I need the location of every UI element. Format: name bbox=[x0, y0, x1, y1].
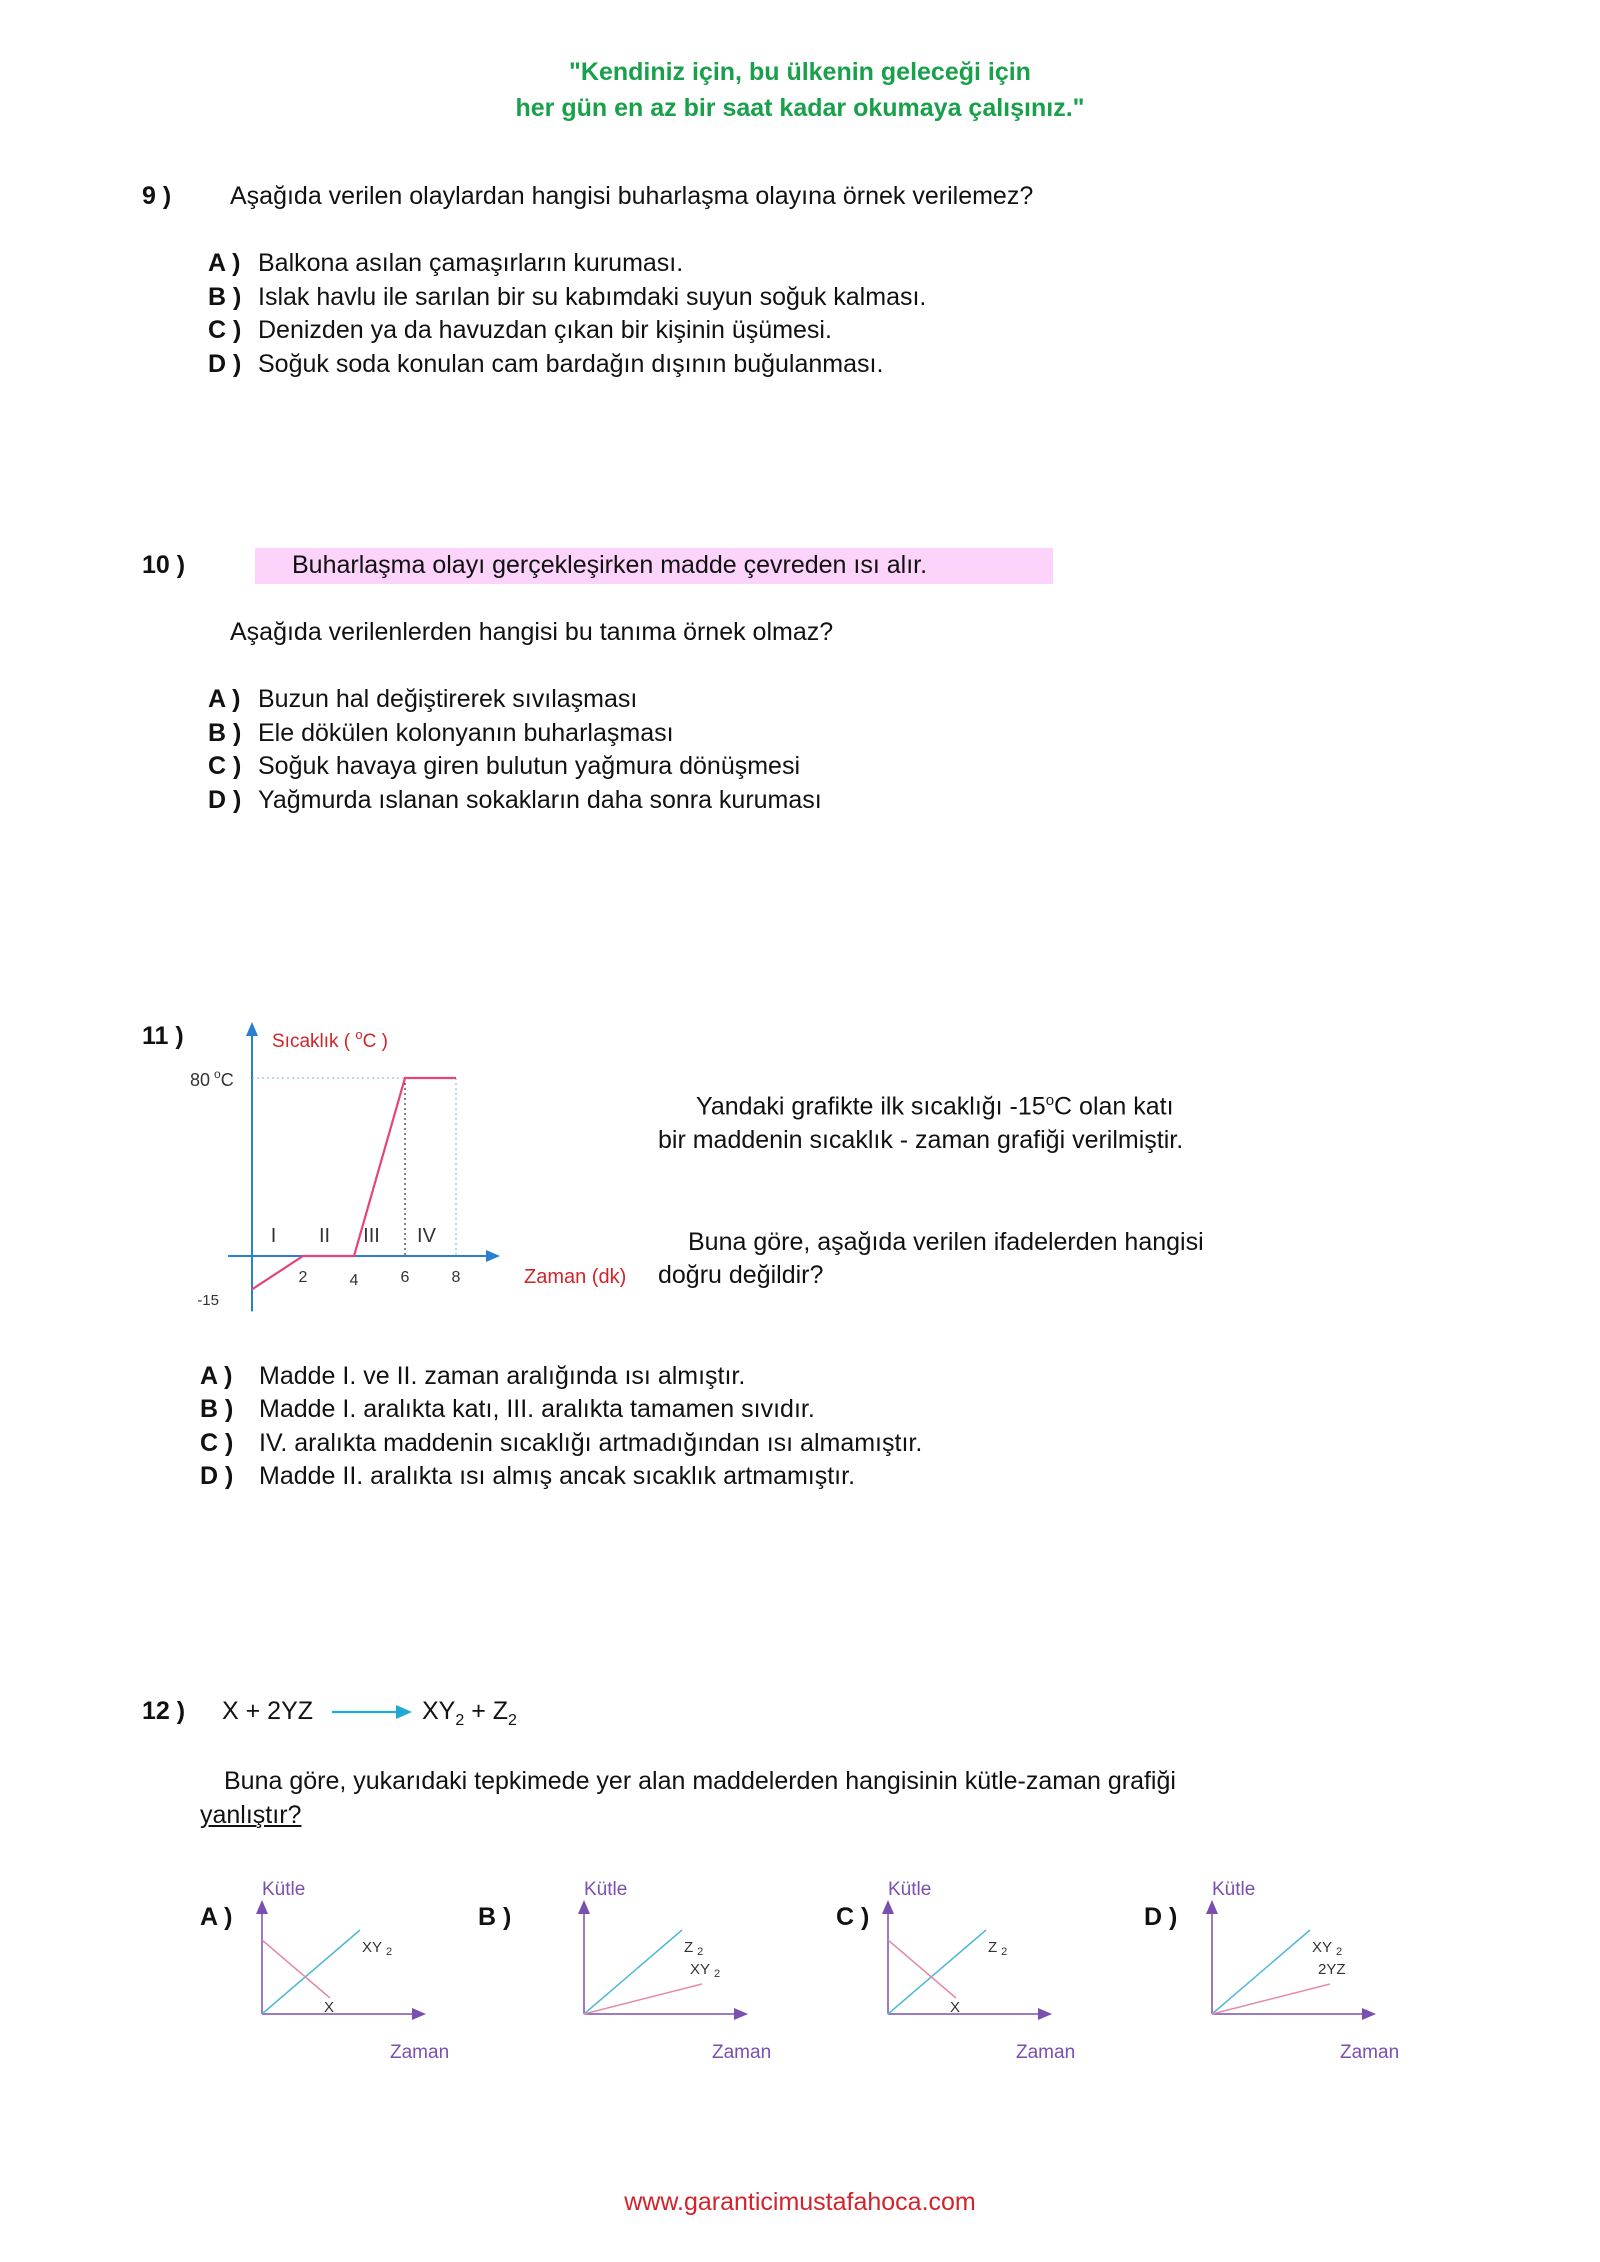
q12-option-a-letter[interactable]: A ) bbox=[200, 1903, 233, 1931]
q10-option-d[interactable]: D ) Yağmurda ıslanan sokakların daha sonra kuruması bbox=[208, 786, 822, 814]
chart-region-IV: IV bbox=[417, 1225, 436, 1247]
zaman-axis-label: Zaman bbox=[1340, 2042, 1400, 2063]
kutle-axis-arrow-icon bbox=[578, 1900, 590, 1914]
kutle-axis-label: Kütle bbox=[1212, 1879, 1256, 1900]
q11-option-d[interactable]: D ) Madde II. aralıkta ısı almış ancak sıcaklık artmamıştır. bbox=[200, 1462, 856, 1490]
q12-option-b-letter[interactable]: B ) bbox=[478, 1903, 512, 1931]
q9-option-a[interactable]: A ) Balkona asılan çamaşırların kuruması. bbox=[208, 249, 684, 277]
q9-option-c[interactable]: C ) Denizden ya da havuzdan çıkan bir kişinin üşümesi. bbox=[208, 316, 832, 344]
chart-ytick-80: 80 $^o$C bbox=[190, 1067, 234, 1090]
q11-ask-line-1: Buna göre, aşağıda verilen ifadelerden hangisi bbox=[688, 1228, 1204, 1256]
q12-option-c-letter[interactable]: C ) bbox=[836, 1903, 870, 1931]
q10-option-b[interactable]: B ) Ele dökülen kolonyanın buharlaşması bbox=[208, 719, 674, 747]
chart-xtick-8: 8 bbox=[451, 1269, 461, 1286]
chart-xtick-4: 4 bbox=[349, 1272, 359, 1289]
chart-x-label: Zaman (dk) bbox=[524, 1266, 627, 1288]
up-line-label: XY $_2$ bbox=[362, 1939, 393, 1958]
kutle-axis-arrow-icon bbox=[256, 1900, 268, 1914]
chart-y-label: Sıcaklık ( $^o$C ) bbox=[272, 1027, 388, 1052]
kutle-axis-arrow-icon bbox=[882, 1900, 894, 1914]
q12-graph-a[interactable] bbox=[250, 1868, 480, 2068]
zaman-axis-label: Zaman bbox=[390, 2042, 450, 2063]
q10-highlight-text: Buharlaşma olayı gerçekleşirken madde çevreden ısı alır. bbox=[292, 551, 928, 579]
kutle-axis-label: Kütle bbox=[584, 1879, 628, 1900]
q12-graph-d[interactable] bbox=[1200, 1868, 1440, 2068]
zaman-axis-label: Zaman bbox=[712, 2042, 772, 2063]
chart-y-axis-arrow-icon bbox=[246, 1022, 258, 1036]
zaman-axis-label: Zaman bbox=[1016, 2042, 1076, 2063]
q9-number: 9 ) bbox=[142, 182, 172, 210]
q9-option-b[interactable]: B ) Islak havlu ile sarılan bir su kabımdaki suyun soğuk kalması. bbox=[208, 283, 927, 311]
zaman-axis-arrow-icon bbox=[1362, 2008, 1376, 2020]
up-line-label: Z $_2$ bbox=[988, 1939, 1008, 1958]
zaman-axis-arrow-icon bbox=[1038, 2008, 1052, 2020]
q12-graph-c[interactable] bbox=[876, 1868, 1106, 2068]
chart-region-III: III bbox=[363, 1225, 380, 1247]
up-line bbox=[262, 1930, 360, 2014]
zaman-axis-arrow-icon bbox=[734, 2008, 748, 2020]
q12-graph-b[interactable] bbox=[572, 1868, 802, 2068]
low-line-label: 2YZ bbox=[1318, 1961, 1346, 1978]
q12-equation-right: $XY_2 + Z_2$ bbox=[422, 1697, 517, 1729]
up-line-label: XY $_2$ bbox=[1312, 1939, 1343, 1958]
q11-ask-line-2: doğru değildir? bbox=[658, 1261, 824, 1289]
q12-equation-left: X + 2YZ bbox=[222, 1697, 314, 1725]
footer-website: www.garanticimustafahoca.com bbox=[624, 2188, 976, 2216]
q11-temperature-chart bbox=[150, 1010, 670, 1330]
up-line-label: Z $_2$ bbox=[684, 1939, 704, 1958]
chart-region-II: II bbox=[318, 1225, 331, 1247]
q9-text: Aşağıda verilen olaylardan hangisi buharlaşma olayına örnek verilemez? bbox=[230, 182, 1034, 210]
chart-x-axis-arrow-icon bbox=[486, 1250, 500, 1262]
down-line bbox=[262, 1940, 330, 1998]
chart-series-line bbox=[252, 1078, 456, 1289]
q12-number: 12 ) bbox=[142, 1697, 186, 1725]
chart-xtick-6: 6 bbox=[400, 1269, 410, 1286]
kutle-axis-arrow-icon bbox=[1206, 1900, 1218, 1914]
motto-line-2: her gün en az bir saat kadar okumaya çalışınız." bbox=[515, 94, 1085, 122]
q11-option-b[interactable]: B ) Madde I. aralıkta katı, III. aralıkta tamamen sıvıdır. bbox=[200, 1395, 815, 1423]
q10-text: Aşağıda verilenlerden hangisi bu tanıma örnek olmaz? bbox=[230, 618, 834, 646]
q11-desc-line-2: bir maddenin sıcaklık - zaman grafiği verilmiştir. bbox=[658, 1126, 1184, 1154]
kutle-axis-label: Kütle bbox=[262, 1879, 306, 1900]
q10-option-c[interactable]: C ) Soğuk havaya giren bulutun yağmura dönüşmesi bbox=[208, 752, 801, 780]
down-line-label: X bbox=[324, 1999, 335, 2016]
q11-option-a[interactable]: A ) Madde I. ve II. zaman aralığında ısı almıştır. bbox=[200, 1362, 746, 1390]
kutle-axis-label: Kütle bbox=[888, 1879, 932, 1900]
q12-text-line-1: Buna göre, yukarıdaki tepkimede yer alan maddelerden hangisinin kütle-zaman grafiği bbox=[224, 1767, 1176, 1795]
reaction-arrow-icon bbox=[330, 1700, 412, 1724]
chart-region-I: I bbox=[270, 1225, 277, 1247]
q10-option-a[interactable]: A ) Buzun hal değiştirerek sıvılaşması bbox=[208, 685, 638, 713]
chart-ytick-minus15: -15 bbox=[197, 1292, 219, 1309]
q11-option-c[interactable]: C ) IV. aralıkta maddenin sıcaklığı artmadığından ısı almamıştır. bbox=[200, 1429, 923, 1457]
chart-xtick-2: 2 bbox=[298, 1269, 308, 1286]
down-line bbox=[888, 1940, 956, 1998]
low-line-label: XY $_2$ bbox=[690, 1961, 721, 1980]
q10-number: 10 ) bbox=[142, 551, 186, 579]
motto-line-1: "Kendiniz için, bu ülkenin geleceği için bbox=[569, 58, 1031, 86]
down-line-label: X bbox=[950, 1999, 961, 2016]
up-line bbox=[888, 1930, 986, 2014]
q12-text-line-2: yanlıştır? bbox=[200, 1801, 302, 1829]
q9-option-d[interactable]: D ) Soğuk soda konulan cam bardağın dışının buğulanması. bbox=[208, 350, 884, 378]
q12-option-d-letter[interactable]: D ) bbox=[1144, 1903, 1178, 1931]
zaman-axis-arrow-icon bbox=[412, 2008, 426, 2020]
q11-number: 11 ) bbox=[142, 1022, 184, 1050]
q11-desc-line-1: Yandaki grafikte ilk sıcaklığı -15$^o$C olan katı bbox=[696, 1092, 1174, 1121]
